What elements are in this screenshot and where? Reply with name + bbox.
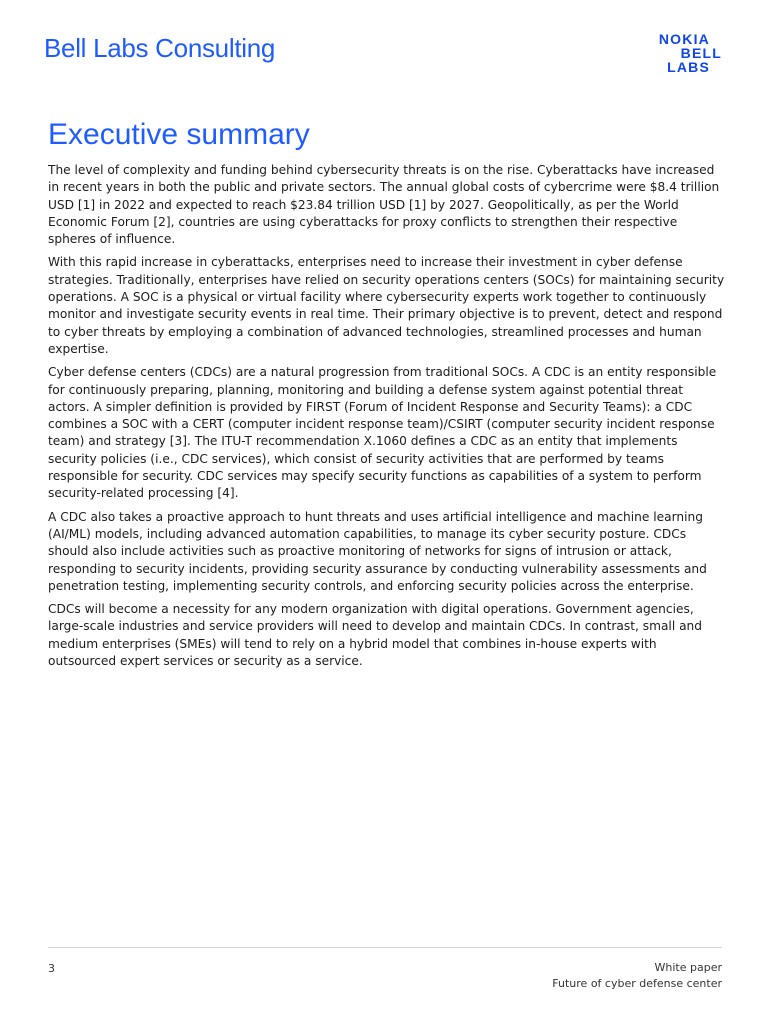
page-number: 3 (48, 962, 55, 975)
footer-doc-title: Future of cyber defense center (552, 977, 722, 990)
brand-title: Bell Labs Consulting (44, 33, 276, 63)
page-title: Executive summary (48, 118, 310, 151)
paragraph: The level of complexity and funding behind cybersecurity threats is on the rise. Cyberattacks have increased in recent years in both the public and private sectors. The annual global costs of cybercrime were $8.4 trillion USD [1] in 2022 and expected to reach $23.84 trillion USD [1] by 2027. Geopolitically, as per the World Economic Forum [2], countries are using cyberattacks for proxy conflicts to strengthen their respective spheres of influence. (48, 163, 720, 247)
paragraph: CDCs will become a necessity for any modern organization with digital operations. Government agencies, large-scale industries and service providers will need to develop and maintain CDCs. In contrast, small and medium enterprises (SMEs) will tend to rely on a hybrid model that combines in-house experts with outsourced expert services or security as a service. (48, 602, 703, 669)
logo-line-nokia: NOKIA (658, 31, 710, 47)
nokia-bell-labs-logo (634, 32, 724, 76)
footer-doc-info (552, 960, 722, 992)
paragraph: With this rapid increase in cyberattacks, enterprises need to increase their investment in cyber defense strategies. Traditionally, enterprises have relied on security operations centers (SOCs) for maintaining security operations. A SOC is a physical or virtual facility where cybersecurity experts work together to continuously monitor and investigate security events in real time. Their primary objective is to prevent, detect and respond to cyber threats by employing a combination of advanced technologies, streamlined processes and human expertise. (48, 255, 725, 356)
logo-line-labs: LABS (667, 59, 710, 75)
paragraph: A CDC also takes a proactive approach to hunt threats and uses artificial intelligence and machine learning (AI/ML) models, including advanced automation capabilities, to manage its cyber security posture. CDCs should also include activities such as proactive monitoring of networks for signs of intrusion or attack, responding to security incidents, providing security assurance by conducting vulnerability assessments and penetration testing, implementing security controls, and enforcing security policies across the enterprise. (48, 509, 707, 593)
footer-doc-type: White paper (654, 961, 722, 974)
logo-line-bell: BELL (680, 45, 722, 61)
body-text (48, 162, 726, 676)
paragraph: Cyber defense centers (CDCs) are a natural progression from traditional SOCs. A CDC is an entity responsible for continuously preparing, planning, monitoring and building a defense system against potential threat actors. A simpler definition is provided by FIRST (Forum of Incident Response and Security Teams): a CDC combines a SOC with a CERT (computer incident response team)/CSIRT (computer security incident response team) and strategy [3]. The ITU-T recommendation X.1060 defines a CDC as an entity that implements security policies (i.e., CDC services), which consist of security activities that are performed by teams responsible for security. CDC services may specify security functions as capabilities of a system to perform security-related processing [4]. (48, 365, 717, 501)
footer-divider (48, 947, 722, 948)
